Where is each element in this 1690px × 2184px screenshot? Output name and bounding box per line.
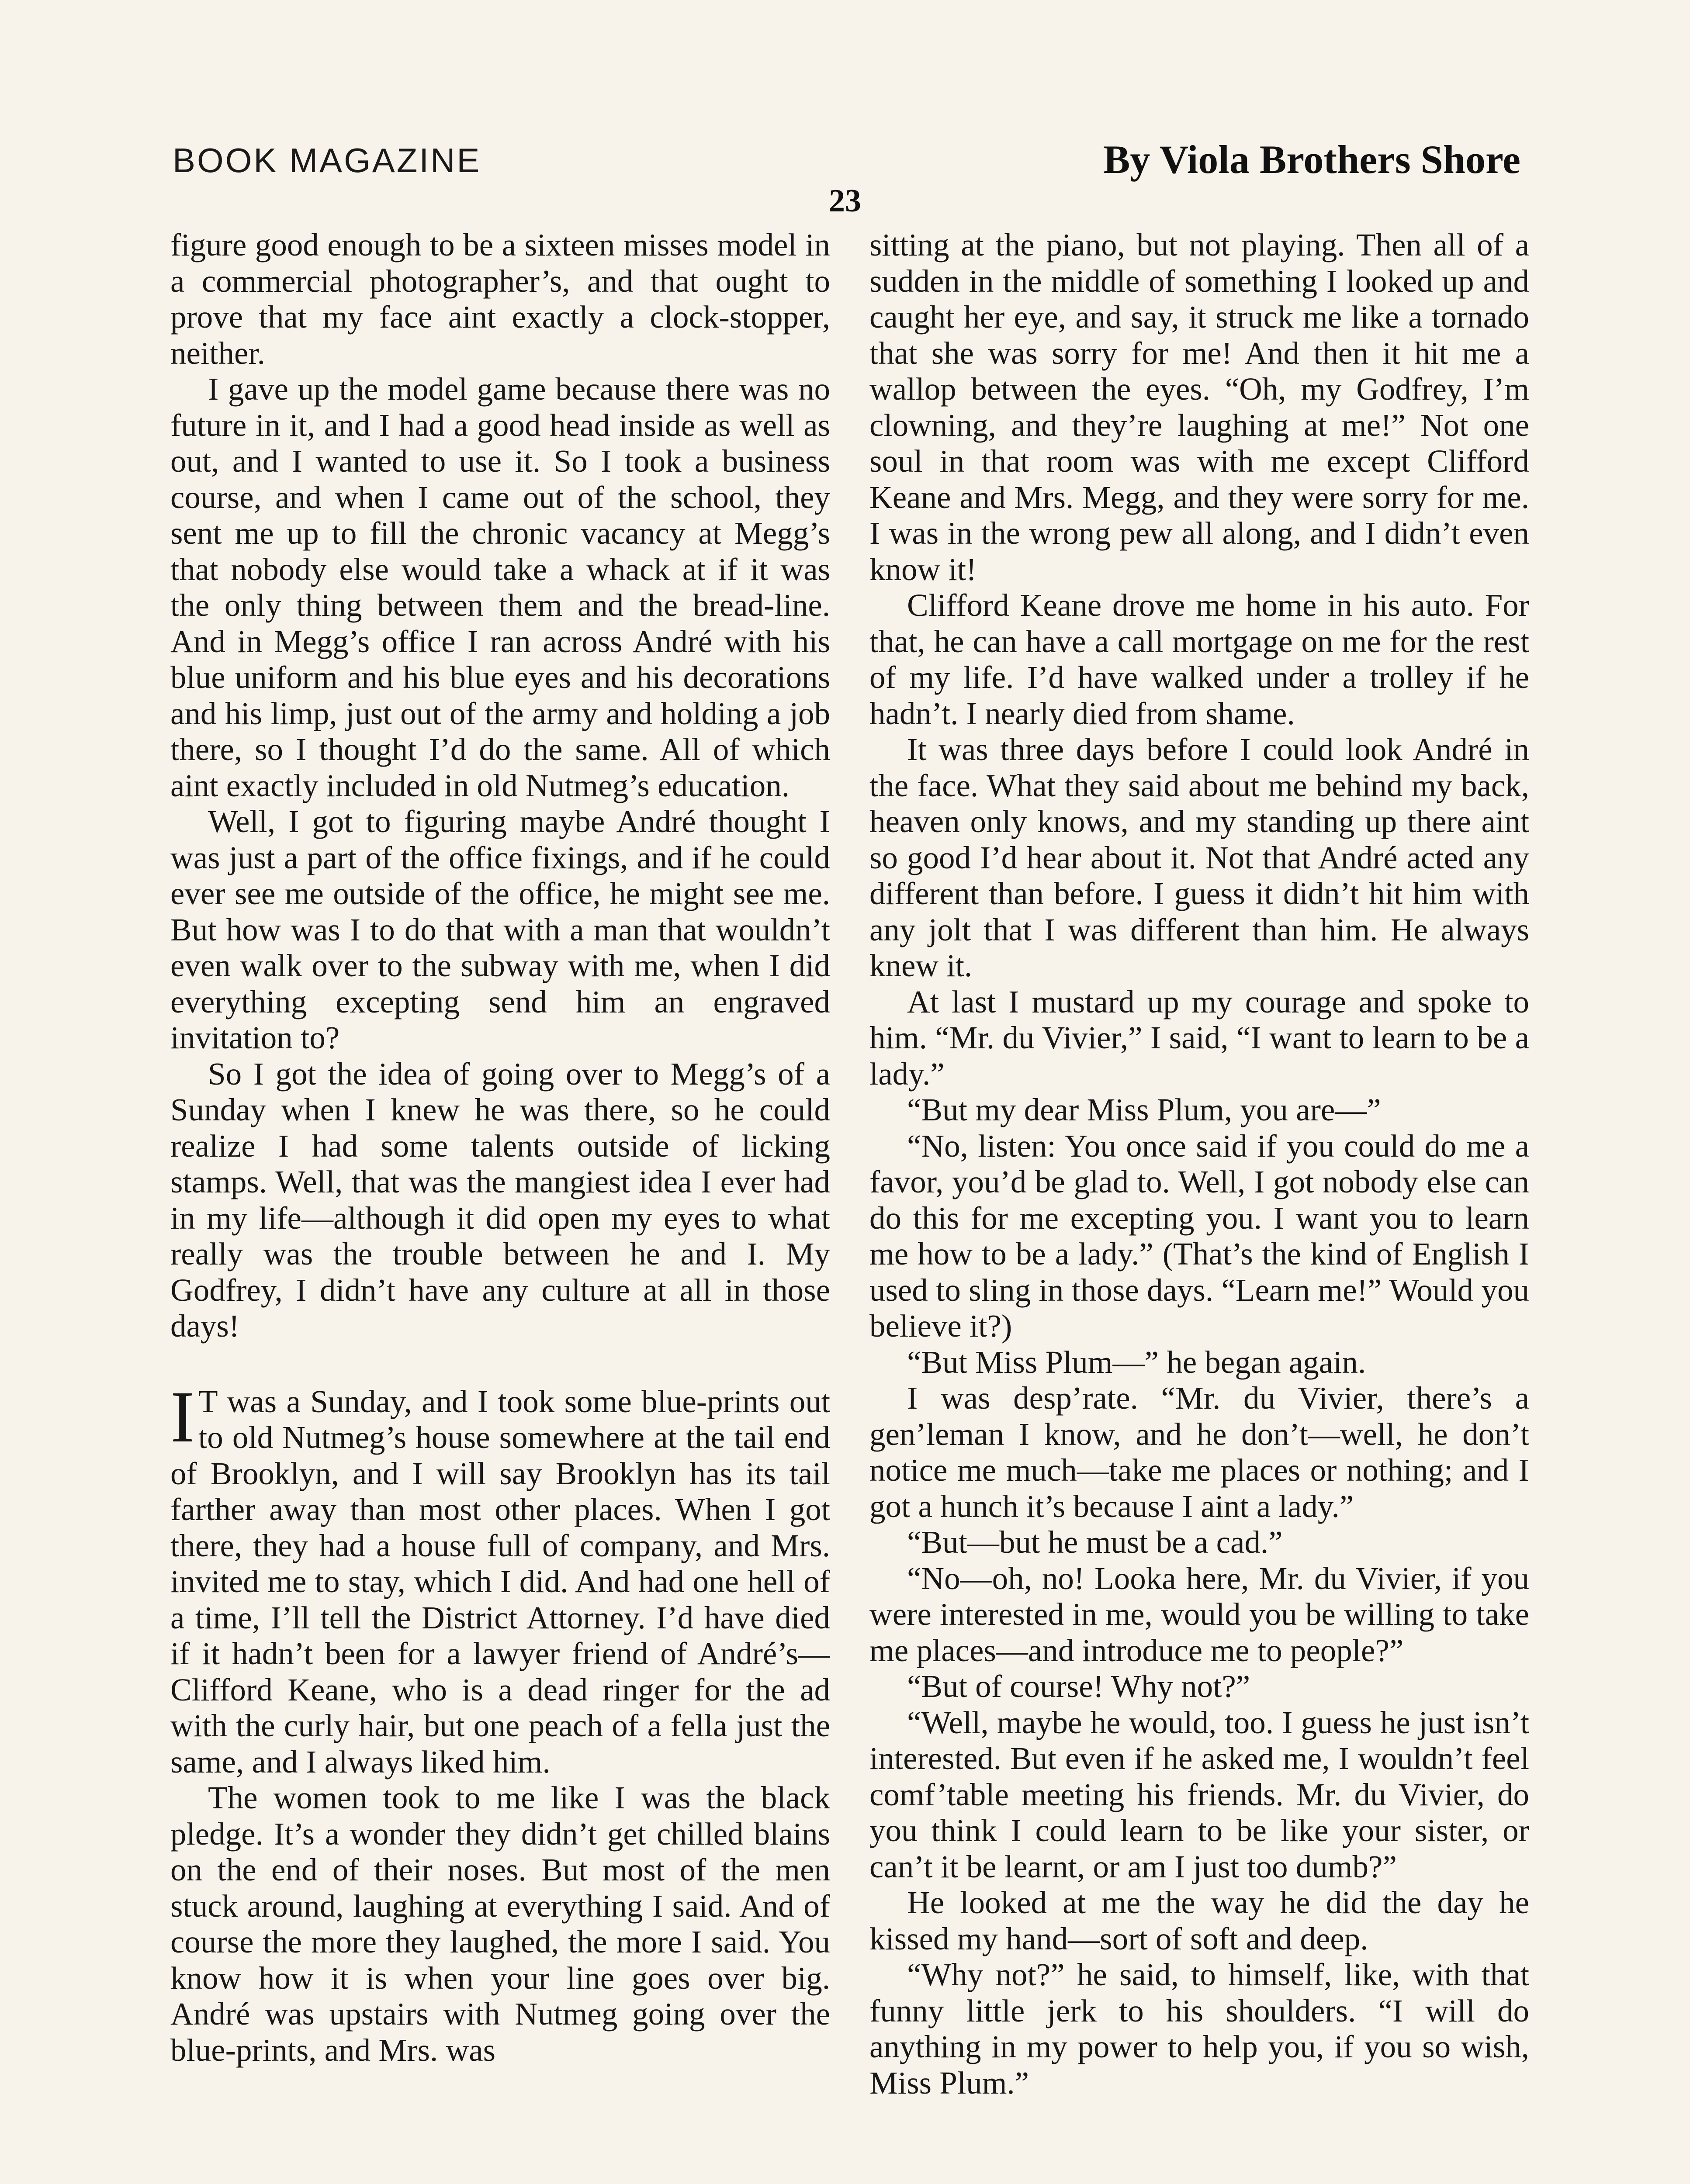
paragraph: It was three days before I could look André in the face. What they said about me behind my back, heaven only knows, and my standing up there aint so good I’d hear about it. Not that André acted any different than before. I guess it didn’t hit him with any jolt that I was different than him. He always knew it. (869, 732, 1529, 983)
paragraph: sitting at the piano, but not playing. Then all of a sudden in the middle of something I looked up and caught her eye, and say, it struck me like a tornado that she was sorry for me! And then it hit me a wallop between the eyes. “Oh, my Godfrey, I’m clowning, and they’re laughing at me!” Not one soul in that room was with me except Clifford Keane and Mrs. Megg, and they were sorry for me. I was in the wrong pew all along, and I didn’t even know it! (869, 227, 1529, 587)
paragraph: He looked at me the way he did the day he kissed my hand—sort of soft and deep. (869, 1885, 1529, 1956)
paragraph: Well, I got to figuring maybe André thought I was just a part of the office fixings, and if he could ever see me outside of the office, he might see me. But how was I to do that with a man that wouldn’t even walk over to the subway with me, when I did everything excepting send him an engraved invitation to? (170, 804, 830, 1055)
paragraph: “But my dear Miss Plum, you are—” (907, 1092, 1381, 1127)
paragraph-text: T was a Sunday, and I took some blue-prints out to old Nutmeg’s house somewhere at the tail end of Brooklyn, and I will say Brooklyn has its tail farther away than most other places. When I got there, they had a house full of company, and Mrs. invited me to stay, which I did. And had one hell of a time, I’ll tell the District Attorney. I’d have died if it hadn’t been for a lawyer friend of André’s—Clifford Keane, who is a dead ringer for the ad with the curly hair, but one peach of a fella just the same, and I always liked him. (170, 1383, 830, 1780)
paragraph: “But Miss Plum—” he began again. (907, 1344, 1366, 1380)
paragraph: So I got the idea of going over to Megg’s of a Sunday when I knew he was there, so he could realize I had some talents outside of licking stamps. Well, that was the mangiest idea I ever had in my life—although it did open my eyes to what really was the trouble between he and I. My Godfrey, I didn’t have any culture at all in those days! (170, 1056, 830, 1344)
paragraph: “Why not?” he said, to himself, like, with that funny little jerk to his shoulders. “I will do anything in my power to help you, if you so wish, Miss Plum.” (869, 1957, 1529, 2101)
right-column (869, 227, 1529, 2184)
paragraph: “But of course! Why not?” (907, 1669, 1250, 1704)
paragraph: Clifford Keane drove me home in his auto. For that, he can have a call mortgage on me for the rest of my life. I’d have walked under a trolley if he hadn’t. I nearly died from shame. (869, 587, 1529, 731)
drop-cap: I (170, 1376, 195, 1458)
paragraph: I gave up the model game because there was no future in it, and I had a good head inside as well as out, and I wanted to use it. So I took a business course, and when I came out of the school, they sent me up to fill the chronic vacancy at Megg’s that nobody else would take a whack at if it was the only thing between them and the bread-line. And in Megg’s office I ran across André with his blue uniform and his blue eyes and his decorations and his limp, just out of the army and holding a job there, so I thought I’d do the same. All of which aint exactly included in old Nutmeg’s education. (170, 371, 830, 803)
paragraph: figure good enough to be a sixteen misses model in a commercial photographer’s, and that ought to prove that my face aint exactly a clock-stopper, neither. (170, 227, 830, 371)
left-column (170, 227, 830, 2184)
author-byline: By Viola Brothers Shore (1103, 137, 1520, 182)
paragraph: “No—oh, no! Looka here, Mr. du Vivier, if you were interested in me, would you be willing to take me places—and introduce me to people?” (869, 1560, 1529, 1668)
paragraph: “Well, maybe he would, too. I guess he just isn’t interested. But even if he asked me, I wouldn’t feel comf’table meeting his friends. Mr. du Vivier, do you think I could learn to be like your sister, or can’t it be learnt, or am I just too dumb?” (869, 1704, 1529, 1884)
paragraph: “No, listen: You once said if you could do me a favor, you’d be glad to. Well, I got nobody else can do this for me excepting you. I want you to learn me how to be a lady.” (That’s the kind of English I used to sling in those days. “Learn me!” Would you believe it?) (869, 1128, 1529, 1344)
paragraph: I was desp’rate. “Mr. du Vivier, there’s a gen’leman I know, and he don’t—well, he don’t notice me much—take me places or nothing; and I got a hunch it’s because I aint a lady.” (869, 1380, 1529, 1524)
page-number: 23 (829, 183, 861, 219)
paragraph: At last I mustard up my courage and spoke to him. “Mr. du Vivier,” I said, “I want to learn to be a lady.” (869, 984, 1529, 1092)
section-start-paragraph (170, 1376, 830, 1780)
paragraph: The women took to me like I was the black pledge. It’s a wonder they didn’t get chilled blains on the end of their noses. But most of the men stuck around, laughing at everything I said. And of course the more they laughed, the more I said. You know how it is when your line goes over big. André was upstairs with Nutmeg going over the blue-prints, and Mrs. was (170, 1780, 830, 2068)
magazine-title: BOOK MAGAZINE (173, 141, 481, 180)
paragraph: “But—but he must be a cad.” (907, 1524, 1283, 1560)
